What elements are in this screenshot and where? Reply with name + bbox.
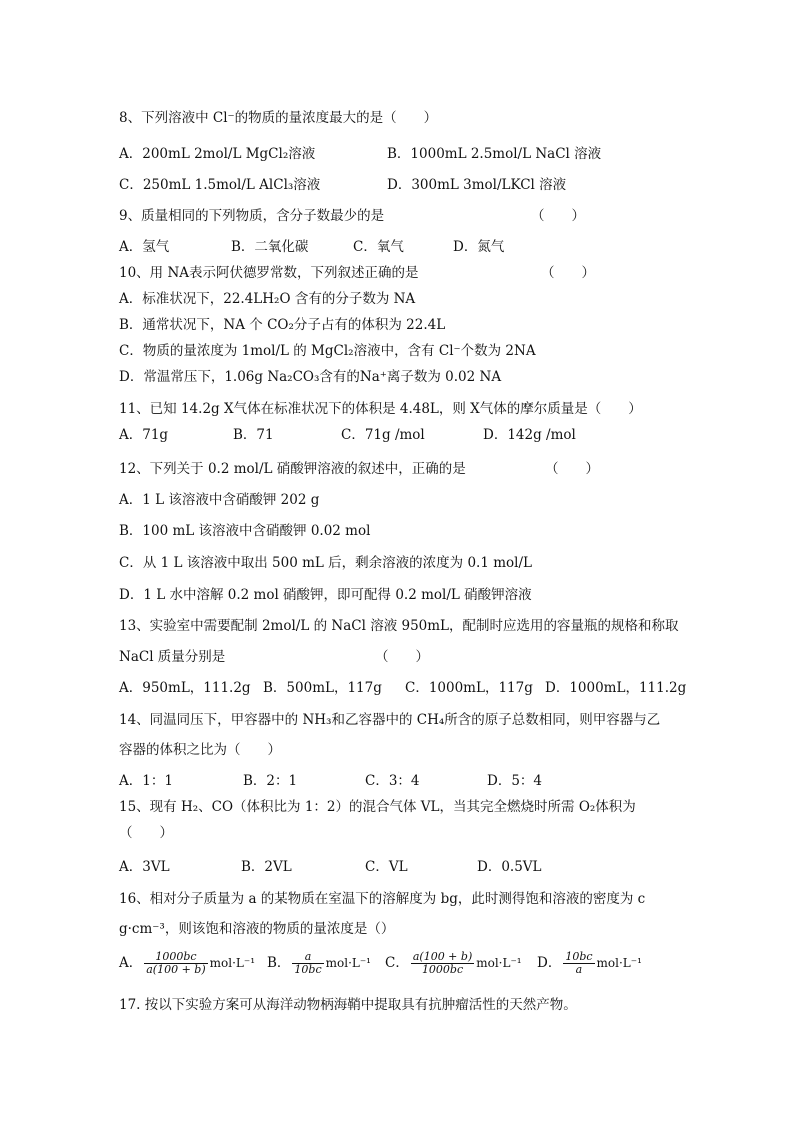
q17-stem: 17. 按以下实验方案可从海洋动物柄海鞘中提取具有抗肿瘤活性的天然产物。 xyxy=(119,997,577,1013)
q16-stem-2: g·cm⁻³，则该饱和溶液的物质的量浓度是（） xyxy=(119,921,395,937)
q9-option-a: A．氢气 xyxy=(119,239,170,255)
q9-option-c: C．氧气 xyxy=(353,239,404,255)
q16-stem-1: 16、相对分子质量为 a 的某物质在室温下的溶解度为 bg，此时测得饱和溶液的密度为 c xyxy=(119,891,646,907)
q16-option-c-numerator: a(100 + b) xyxy=(412,950,473,963)
q12-option-c: C．从 1 L 该溶液中取出 500 mL 后，剩余溶液的浓度为 0.1 mol/L xyxy=(119,555,532,571)
q16-option-a-numerator: 1000bc xyxy=(144,951,207,964)
q9-stem: 9、质量相同的下列物质，含分子数最少的是 xyxy=(119,208,385,224)
q16-option-a xyxy=(119,946,255,980)
q16-option-c xyxy=(385,946,522,980)
q16-option-d xyxy=(537,946,642,980)
q9-stem-line xyxy=(119,207,585,225)
q16-option-c-label: C． xyxy=(385,955,409,971)
q9-option-d: D．氮气 xyxy=(453,239,505,255)
q13-stem-2: NaCl 质量分别是 xyxy=(119,649,226,665)
q15-option-c: C．VL xyxy=(365,859,408,875)
q16-option-b-denominator: 10bc xyxy=(294,963,322,976)
q15-stem-1: 15、现有 H₂、CO（体积比为 1：2）的混合气体 VL，当其完全燃烧时所需 O₂体积为 xyxy=(119,799,636,815)
q11-option-d: D．142g /mol xyxy=(483,427,576,443)
q13-stem-line-2 xyxy=(119,648,429,666)
q13-option-a: A．950mL，111.2g xyxy=(119,680,251,696)
q8-stem: 8、下列溶液中 Cl⁻的物质的量浓度最大的是（ ） xyxy=(119,110,438,126)
q16-option-b xyxy=(267,946,371,980)
q16-option-a-denominator: a(100 + b) xyxy=(146,963,206,976)
q11-option-c: C．71g /mol xyxy=(341,427,425,443)
q14-stem-1: 14、同温同压下，甲容器中的 NH₃和乙容器中的 CH₄所含的原子总数相同，则甲容器与乙 xyxy=(119,712,661,728)
q10-paren: （ ） xyxy=(541,265,595,281)
q12-option-d: D．1 L 水中溶解 0.2 mol 硝酸钾，即可配得 0.2 mol/L 硝酸钾溶液 xyxy=(119,587,532,603)
q13-option-b: B．500mL，117g xyxy=(263,680,382,696)
q14-option-b: B．2：1 xyxy=(243,773,298,789)
q15-option-d: D．0.5VL xyxy=(477,859,542,875)
q14-option-a: A．1：1 xyxy=(119,773,173,789)
q9-option-b: B．二氧化碳 xyxy=(231,239,309,255)
q11-option-a: A．71g xyxy=(119,427,169,443)
q16-option-b-unit: mol·L⁻¹ xyxy=(325,956,371,970)
q15-option-a: A．3VL xyxy=(119,859,170,875)
q14-option-d: D．5：4 xyxy=(487,773,543,789)
q16-option-d-denominator: a xyxy=(575,963,583,976)
q15-stem-2: （ ） xyxy=(119,825,173,841)
q16-option-a-unit: mol·L⁻¹ xyxy=(209,956,256,970)
q12-paren: （ ） xyxy=(545,461,599,477)
q9-paren: （ ） xyxy=(531,208,585,224)
q12-stem: 12、下列关于 0.2 mol/L 硝酸钾溶液的叙述中，正确的是 xyxy=(119,461,466,477)
q16-option-d-fraction xyxy=(563,951,594,976)
q16-option-d-numerator: 10bc xyxy=(565,950,593,963)
q16-option-b-numerator: a xyxy=(292,951,323,964)
q10-option-d: D．常温常压下，1.06g Na₂CO₃含有的Na⁺离子数为 0.02 NA xyxy=(119,369,502,385)
q13-stem-1: 13、实验室中需要配制 2mol/L 的 NaCl 溶液 950mL，配制时应选用的容量瓶的规格和称取 xyxy=(119,618,679,634)
q16-option-a-label: A． xyxy=(119,955,143,971)
q10-option-a: A．标准状况下，22.4LH₂O 含有的分子数为 NA xyxy=(119,291,416,307)
q16-option-b-label: B． xyxy=(267,955,291,971)
q8-option-b: B．1000mL 2.5mol/L NaCl 溶液 xyxy=(387,146,602,162)
q13-option-d: D．1000mL，111.2g xyxy=(545,680,687,696)
q11-option-b: B．71 xyxy=(233,427,274,443)
q8-option-a: A．200mL 2mol/L MgCl₂溶液 xyxy=(119,146,316,162)
q16-option-c-fraction xyxy=(411,951,474,976)
q10-option-b: B．通常状况下，NA 个 CO₂分子占有的体积为 22.4L xyxy=(119,317,446,333)
q12-option-a: A．1 L 该溶液中含硝酸钾 202 g xyxy=(119,492,320,508)
q10-option-c: C．物质的量浓度为 1mol/L 的 MgCl₂溶液中，含有 Cl⁻个数为 2NA xyxy=(119,343,536,359)
q16-option-c-denominator: 1000bc xyxy=(421,963,464,976)
q16-option-d-unit: mol·L⁻¹ xyxy=(596,956,642,970)
q14-option-c: C．3：4 xyxy=(365,773,420,789)
q8-option-d: D．300mL 3mol/LKCl 溶液 xyxy=(387,177,567,193)
q15-option-b: B．2VL xyxy=(241,859,292,875)
q16-option-a-fraction xyxy=(144,951,207,976)
q12-option-b: B．100 mL 该溶液中含硝酸钾 0.02 mol xyxy=(119,523,371,539)
q14-stem-2: 容器的体积之比为（ ） xyxy=(119,742,281,758)
q10-stem: 10、用 NA表示阿伏德罗常数，下列叙述正确的是 xyxy=(119,265,419,281)
q13-option-c: C．1000mL，117g xyxy=(405,680,533,696)
q11-stem: 11、已知 14.2g X气体在标准状况下的体积是 4.48L，则 X气体的摩尔质量是（ ） xyxy=(119,401,642,417)
q16-option-c-unit: mol·L⁻¹ xyxy=(476,956,522,970)
q16-option-b-fraction xyxy=(292,951,323,976)
q12-stem-line xyxy=(119,460,599,478)
q16-option-d-label: D． xyxy=(537,955,562,971)
q13-paren: （ ） xyxy=(375,649,429,665)
q8-option-c: C．250mL 1.5mol/L AlCl₃溶液 xyxy=(119,177,321,193)
q10-stem-line xyxy=(119,264,595,282)
